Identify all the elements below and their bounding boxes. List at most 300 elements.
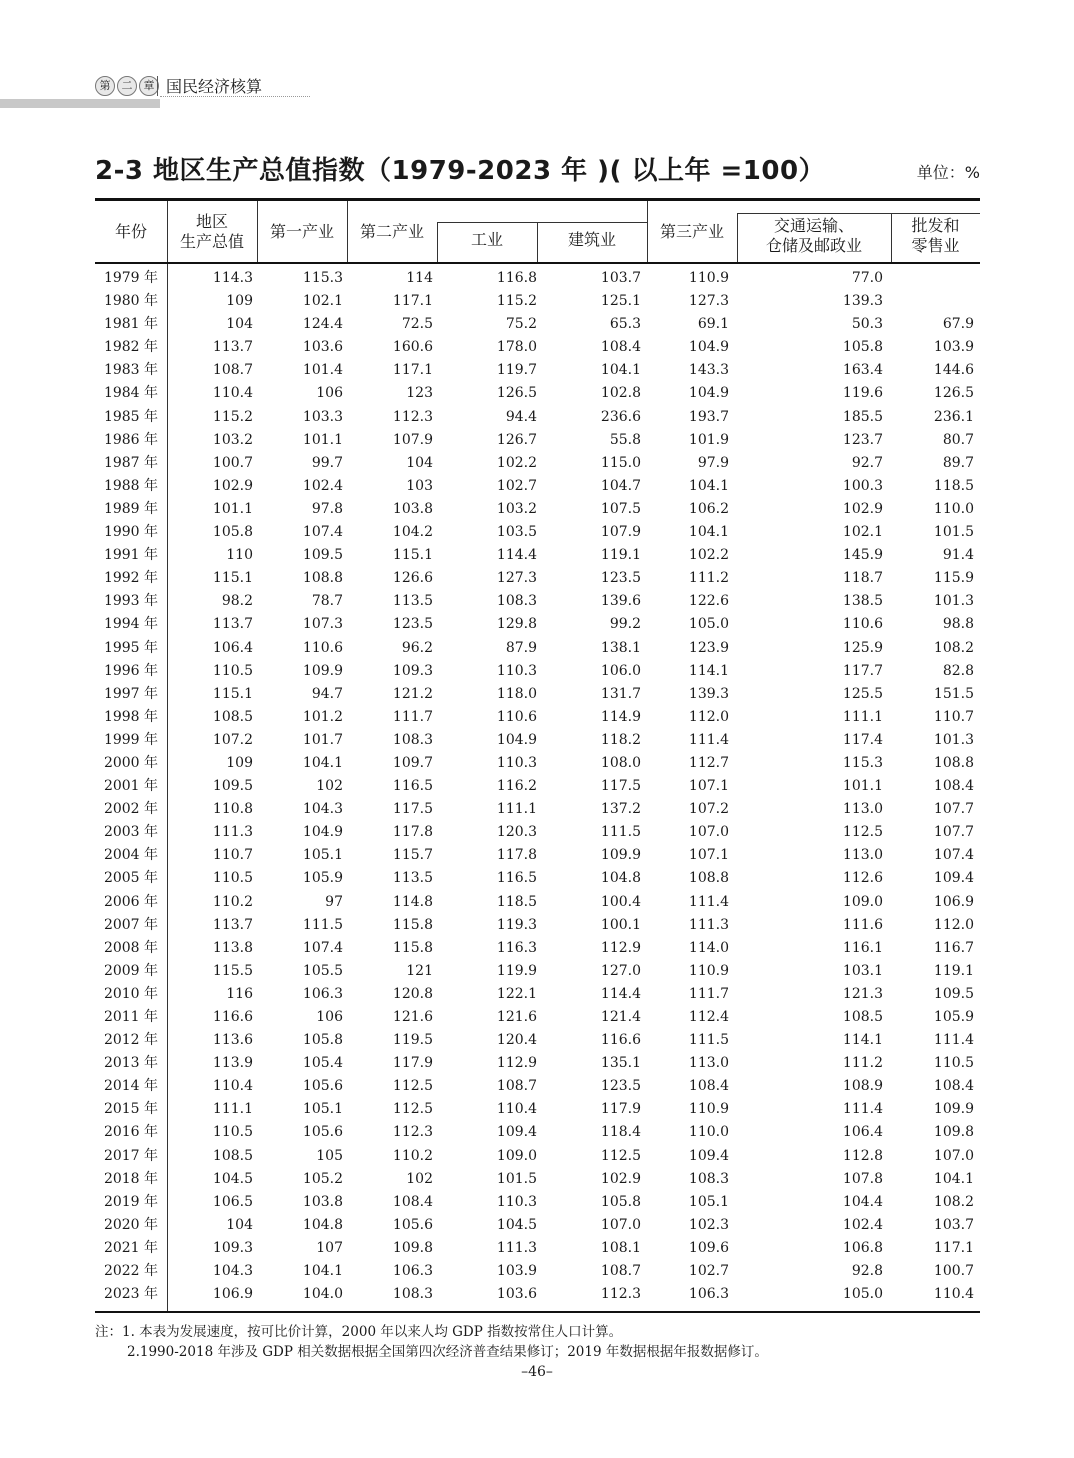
value-cell: 106.9 bbox=[933, 893, 974, 910]
value-cell: 115.3 bbox=[842, 754, 883, 771]
value-cell: 101.3 bbox=[933, 593, 974, 610]
value-cell: 102.3 bbox=[688, 1216, 729, 1233]
value-cell: 109.7 bbox=[392, 754, 433, 771]
value-cell: 125.1 bbox=[600, 293, 641, 310]
value-cell: 104.8 bbox=[302, 1216, 343, 1233]
value-cell: 103.8 bbox=[302, 1193, 343, 1210]
value-cell: 115.1 bbox=[392, 547, 433, 564]
value-cell: 104.3 bbox=[212, 1263, 253, 1280]
table-row bbox=[95, 1260, 978, 1283]
table-row bbox=[95, 336, 978, 359]
value-cell: 104.4 bbox=[842, 1193, 883, 1210]
table-row bbox=[95, 406, 978, 429]
value-cell: 101.5 bbox=[933, 524, 974, 541]
col-header-industry: 工业 bbox=[470, 230, 503, 249]
value-cell: 105.8 bbox=[212, 524, 253, 541]
value-cell: 107.4 bbox=[302, 939, 343, 956]
value-cell: 109.8 bbox=[392, 1239, 433, 1256]
value-cell: 104.1 bbox=[688, 477, 729, 494]
value-cell: 104.5 bbox=[496, 1216, 537, 1233]
value-cell: 103.2 bbox=[212, 431, 253, 448]
table-row bbox=[95, 983, 978, 1006]
year-cell: 1990 年 bbox=[103, 524, 159, 541]
value-cell: 104.1 bbox=[600, 362, 641, 379]
value-cell: 116 bbox=[226, 985, 253, 1002]
value-cell: 121.3 bbox=[842, 985, 883, 1002]
table-row bbox=[95, 1283, 978, 1306]
value-cell: 103.3 bbox=[302, 408, 343, 425]
value-cell: 111.4 bbox=[688, 731, 729, 748]
value-cell: 104.9 bbox=[688, 385, 729, 402]
value-cell: 118.5 bbox=[933, 477, 974, 494]
year-cell: 1983 年 bbox=[103, 362, 159, 379]
value-cell: 101.7 bbox=[302, 731, 343, 748]
year-cell: 1986 年 bbox=[103, 431, 159, 448]
year-cell: 1985 年 bbox=[103, 408, 159, 425]
value-cell: 67.9 bbox=[942, 316, 974, 333]
value-cell: 109.9 bbox=[600, 847, 641, 864]
data-table bbox=[95, 267, 978, 1306]
header-divider bbox=[157, 76, 158, 96]
value-cell: 117.7 bbox=[842, 662, 883, 679]
value-cell: 110.3 bbox=[496, 1193, 537, 1210]
value-cell: 101.2 bbox=[302, 708, 343, 725]
value-cell: 109.8 bbox=[933, 1124, 974, 1141]
col-header-gdp-line: 地区 bbox=[195, 212, 228, 231]
year-cell: 2012 年 bbox=[103, 1032, 159, 1049]
value-cell: 110.0 bbox=[688, 1124, 729, 1141]
value-cell: 110.7 bbox=[933, 708, 974, 725]
value-cell: 193.7 bbox=[688, 408, 729, 425]
value-cell: 117.5 bbox=[392, 801, 433, 818]
value-cell: 113.8 bbox=[212, 939, 253, 956]
value-cell: 106.9 bbox=[212, 1286, 253, 1303]
value-cell: 110.5 bbox=[212, 1124, 253, 1141]
page-number: –46– bbox=[521, 1364, 553, 1380]
value-cell: 104.1 bbox=[302, 1263, 343, 1280]
value-cell: 103.2 bbox=[496, 500, 537, 517]
table-row bbox=[95, 937, 978, 960]
year-cell: 2009 年 bbox=[103, 962, 159, 979]
value-cell: 104.1 bbox=[302, 754, 343, 771]
table-row bbox=[95, 590, 978, 613]
value-cell: 111.5 bbox=[302, 916, 343, 933]
value-cell: 115.9 bbox=[933, 570, 974, 587]
value-cell: 118.4 bbox=[600, 1124, 641, 1141]
value-cell: 99.7 bbox=[311, 454, 343, 471]
value-cell: 143.3 bbox=[688, 362, 729, 379]
value-cell: 124.4 bbox=[302, 316, 343, 333]
value-cell: 111.3 bbox=[496, 1239, 537, 1256]
table-row bbox=[95, 914, 978, 937]
value-cell: 109.0 bbox=[842, 893, 883, 910]
value-cell: 108.8 bbox=[933, 754, 974, 771]
value-cell: 116.6 bbox=[212, 1009, 253, 1025]
data-table-body bbox=[95, 267, 978, 1306]
value-cell: 109.5 bbox=[933, 985, 974, 1002]
value-cell: 102 bbox=[316, 778, 343, 795]
value-cell: 110.8 bbox=[212, 801, 253, 818]
value-cell: 144.6 bbox=[933, 362, 974, 379]
value-cell: 109.3 bbox=[392, 662, 433, 679]
year-cell: 1997 年 bbox=[103, 685, 159, 702]
value-cell: 108.1 bbox=[600, 1239, 641, 1256]
value-cell: 109 bbox=[226, 293, 253, 310]
header-vline bbox=[647, 201, 648, 262]
value-cell: 121.6 bbox=[496, 1009, 537, 1025]
value-cell: 114.1 bbox=[842, 1032, 883, 1049]
value-cell: 110.9 bbox=[688, 1101, 729, 1118]
value-cell: 101.1 bbox=[842, 778, 883, 795]
header-vline bbox=[347, 201, 348, 262]
col-header-transport-line: 交通运输、 bbox=[773, 216, 854, 235]
value-cell: 236.6 bbox=[600, 408, 641, 425]
table-row bbox=[95, 1214, 978, 1237]
year-cell: 1987 年 bbox=[103, 454, 159, 471]
value-cell: 113.9 bbox=[212, 1055, 253, 1072]
value-cell: 102.9 bbox=[842, 500, 883, 517]
value-cell: 100.3 bbox=[842, 477, 883, 494]
year-cell: 2006 年 bbox=[103, 893, 159, 910]
value-cell: 110.2 bbox=[392, 1147, 433, 1164]
value-cell: 151.5 bbox=[933, 685, 974, 702]
col-header-gdp-line: 生产总值 bbox=[179, 232, 244, 251]
value-cell: 106.3 bbox=[688, 1286, 729, 1303]
value-cell: 110.5 bbox=[212, 870, 253, 887]
value-cell: 110.7 bbox=[212, 847, 253, 864]
value-cell: 107.2 bbox=[688, 801, 729, 818]
value-cell: 111.2 bbox=[842, 1055, 883, 1072]
value-cell: 108.3 bbox=[688, 1170, 729, 1187]
chapter-badge bbox=[95, 76, 159, 96]
value-cell: 98.8 bbox=[942, 616, 974, 633]
value-cell: 87.9 bbox=[505, 639, 537, 656]
table-row bbox=[95, 891, 978, 914]
header-bar bbox=[0, 99, 160, 108]
value-cell: 94.7 bbox=[311, 685, 343, 702]
value-cell: 109.4 bbox=[496, 1124, 537, 1141]
value-cell: 138.1 bbox=[600, 639, 641, 656]
table-title-row bbox=[95, 150, 980, 194]
value-cell: 102.9 bbox=[600, 1170, 641, 1187]
value-cell: 139.6 bbox=[600, 593, 641, 610]
table-row bbox=[95, 452, 978, 475]
value-cell: 96.2 bbox=[401, 639, 433, 656]
col-header-year: 年份 bbox=[114, 222, 147, 241]
col-header-transport-line: 仓储及邮政业 bbox=[765, 236, 862, 255]
value-cell: 106.4 bbox=[212, 639, 253, 656]
value-cell: 108.4 bbox=[933, 778, 974, 795]
table-row bbox=[95, 798, 978, 821]
value-cell: 107.4 bbox=[302, 524, 343, 541]
header-vline bbox=[437, 222, 438, 262]
value-cell: 114.3 bbox=[212, 270, 253, 286]
value-cell: 106.5 bbox=[212, 1193, 253, 1210]
year-cell: 2008 年 bbox=[103, 939, 159, 956]
value-cell: 109.6 bbox=[688, 1239, 729, 1256]
value-cell: 145.9 bbox=[842, 547, 883, 564]
value-cell: 114 bbox=[406, 270, 433, 286]
value-cell: 103.8 bbox=[392, 500, 433, 517]
value-cell: 107.1 bbox=[688, 847, 729, 864]
value-cell: 107.4 bbox=[933, 847, 974, 864]
value-cell: 106.2 bbox=[688, 500, 729, 517]
value-cell: 126.5 bbox=[933, 385, 974, 402]
table-row bbox=[95, 867, 978, 890]
value-cell: 127.0 bbox=[600, 962, 641, 979]
value-cell: 113.5 bbox=[392, 593, 433, 610]
value-cell: 123 bbox=[406, 385, 433, 402]
table-row bbox=[95, 567, 978, 590]
value-cell: 104.5 bbox=[212, 1170, 253, 1187]
value-cell: 123.9 bbox=[688, 639, 729, 656]
value-cell: 123.5 bbox=[392, 616, 433, 633]
value-cell: 112.5 bbox=[600, 1147, 641, 1164]
value-cell: 108.3 bbox=[392, 731, 433, 748]
value-cell: 92.7 bbox=[851, 454, 883, 471]
value-cell: 114.1 bbox=[688, 662, 729, 679]
table-row bbox=[95, 1006, 978, 1029]
value-cell: 104.7 bbox=[600, 477, 641, 494]
value-cell: 111.2 bbox=[688, 570, 729, 587]
table-title: 2-3 地区生产总值指数（1979-2023 年 )( 以上年 =100） bbox=[95, 156, 826, 186]
table-row bbox=[95, 475, 978, 498]
value-cell: 112.6 bbox=[842, 870, 883, 887]
value-cell: 111.1 bbox=[496, 801, 537, 818]
value-cell: 125.9 bbox=[842, 639, 883, 656]
header-subrule bbox=[737, 213, 980, 214]
value-cell: 105.1 bbox=[302, 1101, 343, 1118]
value-cell: 112.3 bbox=[392, 1124, 433, 1141]
table-row bbox=[95, 821, 978, 844]
value-cell: 113.0 bbox=[842, 801, 883, 818]
value-cell: 112.4 bbox=[688, 1009, 729, 1025]
year-cell: 2020 年 bbox=[103, 1216, 159, 1233]
value-cell: 126.5 bbox=[496, 385, 537, 402]
value-cell: 112.5 bbox=[392, 1101, 433, 1118]
value-cell: 104.1 bbox=[933, 1170, 974, 1187]
value-cell: 99.2 bbox=[609, 616, 641, 633]
year-cell: 1979 年 bbox=[103, 270, 159, 286]
value-cell: 163.4 bbox=[842, 362, 883, 379]
table-header-rule bbox=[95, 262, 980, 264]
value-cell: 110.4 bbox=[212, 385, 253, 402]
value-cell: 236.1 bbox=[933, 408, 974, 425]
value-cell: 104 bbox=[226, 316, 253, 333]
header-vline bbox=[737, 213, 738, 262]
value-cell: 102.7 bbox=[496, 477, 537, 494]
value-cell: 135.1 bbox=[600, 1055, 641, 1072]
value-cell: 109.4 bbox=[688, 1147, 729, 1164]
value-cell: 105.0 bbox=[688, 616, 729, 633]
value-cell: 102.4 bbox=[842, 1216, 883, 1233]
value-cell: 123.5 bbox=[600, 1078, 641, 1095]
value-cell: 101.3 bbox=[933, 731, 974, 748]
value-cell: 116.5 bbox=[496, 870, 537, 887]
value-cell: 69.1 bbox=[697, 316, 729, 333]
value-cell: 112.5 bbox=[842, 824, 883, 841]
table-row bbox=[95, 313, 978, 336]
value-cell: 108.8 bbox=[688, 870, 729, 887]
value-cell: 75.2 bbox=[505, 316, 537, 333]
header-dotted-rule bbox=[160, 96, 310, 97]
col-header-secondary: 第二产业 bbox=[359, 222, 424, 241]
value-cell: 106.8 bbox=[842, 1239, 883, 1256]
value-cell: 97.8 bbox=[311, 500, 343, 517]
year-cell: 1991 年 bbox=[103, 547, 159, 564]
value-cell: 112.5 bbox=[392, 1078, 433, 1095]
value-cell: 111.3 bbox=[688, 916, 729, 933]
col-header-wholesale-line: 批发和 bbox=[911, 216, 960, 235]
value-cell: 111.7 bbox=[392, 708, 433, 725]
value-cell: 108.4 bbox=[688, 1078, 729, 1095]
value-cell: 97.9 bbox=[697, 454, 729, 471]
value-cell: 103.7 bbox=[600, 270, 641, 286]
year-cell: 2005 年 bbox=[103, 870, 159, 887]
value-cell: 108.7 bbox=[212, 362, 253, 379]
value-cell: 131.7 bbox=[600, 685, 641, 702]
value-cell: 105.8 bbox=[842, 339, 883, 356]
value-cell: 117.4 bbox=[842, 731, 883, 748]
value-cell: 109.9 bbox=[302, 662, 343, 679]
value-cell: 112.3 bbox=[392, 408, 433, 425]
value-cell: 115.1 bbox=[212, 570, 253, 587]
year-cell: 2015 年 bbox=[103, 1101, 159, 1118]
value-cell: 139.3 bbox=[688, 685, 729, 702]
table-row bbox=[95, 1145, 978, 1168]
value-cell: 115.0 bbox=[600, 454, 641, 471]
footnote: 注：1. 本表为发展速度，按可比价计算，2000 年以来人均 GDP 指数按常住人口计算。 bbox=[95, 1324, 623, 1340]
value-cell: 119.7 bbox=[496, 362, 537, 379]
value-cell: 120.4 bbox=[496, 1032, 537, 1049]
year-cell: 1982 年 bbox=[103, 339, 159, 356]
table-row bbox=[95, 844, 978, 867]
value-cell: 118.7 bbox=[842, 570, 883, 587]
value-cell: 100.7 bbox=[933, 1263, 974, 1280]
value-cell: 110.6 bbox=[842, 616, 883, 633]
value-cell: 105.2 bbox=[302, 1170, 343, 1187]
value-cell: 108.5 bbox=[212, 1147, 253, 1164]
value-cell: 120.8 bbox=[392, 985, 433, 1002]
year-cell: 2017 年 bbox=[103, 1147, 159, 1164]
value-cell: 102.1 bbox=[302, 293, 343, 310]
value-cell: 114.8 bbox=[392, 893, 433, 910]
unit-label: 单位：% bbox=[916, 163, 980, 182]
value-cell: 102 bbox=[406, 1170, 433, 1187]
value-cell: 108.4 bbox=[933, 1078, 974, 1095]
value-cell: 107.0 bbox=[933, 1147, 974, 1164]
value-cell: 107.7 bbox=[933, 801, 974, 818]
table-row bbox=[95, 1121, 978, 1144]
value-cell: 113.7 bbox=[212, 916, 253, 933]
table-row bbox=[95, 752, 978, 775]
value-cell: 113.5 bbox=[392, 870, 433, 887]
value-cell: 112.9 bbox=[496, 1055, 537, 1072]
footnote: 2.1990-2018 年涉及 GDP 相关数据根据全国第四次经济普查结果修订；2019 年数据根据年报数据修订。 bbox=[127, 1344, 768, 1360]
value-cell: 105.8 bbox=[600, 1193, 641, 1210]
value-cell: 105.9 bbox=[302, 870, 343, 887]
value-cell: 102.9 bbox=[212, 477, 253, 494]
value-cell: 115.8 bbox=[392, 916, 433, 933]
table-row bbox=[95, 1191, 978, 1214]
col-header-transport bbox=[737, 216, 891, 256]
table-row bbox=[95, 729, 978, 752]
value-cell: 111.4 bbox=[688, 893, 729, 910]
value-cell: 127.3 bbox=[688, 293, 729, 310]
header-vline bbox=[537, 222, 538, 262]
header-vline bbox=[257, 201, 258, 262]
value-cell: 102.8 bbox=[600, 385, 641, 402]
value-cell: 104 bbox=[226, 1216, 253, 1233]
value-cell: 102.7 bbox=[688, 1263, 729, 1280]
value-cell: 110.4 bbox=[933, 1286, 974, 1303]
value-cell: 113.7 bbox=[212, 616, 253, 633]
value-cell: 110.2 bbox=[212, 893, 253, 910]
header-vline bbox=[891, 213, 892, 262]
value-cell: 104.9 bbox=[302, 824, 343, 841]
value-cell: 107.7 bbox=[933, 824, 974, 841]
table-row bbox=[95, 683, 978, 706]
value-cell bbox=[887, 267, 978, 290]
value-cell: 125.5 bbox=[842, 685, 883, 702]
value-cell: 111.1 bbox=[212, 1101, 253, 1118]
value-cell: 97 bbox=[325, 893, 343, 910]
value-cell: 107.8 bbox=[842, 1170, 883, 1187]
col-header-construction: 建筑业 bbox=[567, 230, 616, 249]
value-cell: 91.4 bbox=[942, 547, 974, 564]
value-cell: 108.2 bbox=[933, 1193, 974, 1210]
year-cell: 1994 年 bbox=[103, 616, 159, 633]
value-cell: 126.7 bbox=[496, 431, 537, 448]
value-cell: 105.0 bbox=[842, 1286, 883, 1303]
value-cell: 111.4 bbox=[842, 1101, 883, 1118]
value-cell: 106.0 bbox=[600, 662, 641, 679]
value-cell: 106 bbox=[316, 385, 343, 402]
value-cell: 104 bbox=[406, 454, 433, 471]
value-cell: 116.7 bbox=[933, 939, 974, 956]
footnotes bbox=[95, 1322, 768, 1362]
year-cell: 2019 年 bbox=[103, 1193, 159, 1210]
value-cell: 112.0 bbox=[933, 916, 974, 933]
value-cell: 112.7 bbox=[688, 754, 729, 771]
value-cell: 127.3 bbox=[496, 570, 537, 587]
value-cell: 111.4 bbox=[933, 1032, 974, 1049]
value-cell: 108.7 bbox=[496, 1078, 537, 1095]
value-cell: 110.3 bbox=[496, 662, 537, 679]
table-row bbox=[95, 544, 978, 567]
year-cell: 2011 年 bbox=[103, 1009, 159, 1025]
table-row bbox=[95, 267, 978, 290]
year-cell: 1989 年 bbox=[103, 500, 159, 517]
value-cell: 112.8 bbox=[842, 1147, 883, 1164]
table-row bbox=[95, 1029, 978, 1052]
year-cell: 2021 年 bbox=[103, 1239, 159, 1256]
value-cell: 110.4 bbox=[212, 1078, 253, 1095]
year-cell: 2023 年 bbox=[103, 1286, 159, 1303]
value-cell: 117.9 bbox=[600, 1101, 641, 1118]
value-cell: 119.1 bbox=[600, 547, 641, 564]
value-cell: 111.3 bbox=[212, 824, 253, 841]
value-cell: 78.7 bbox=[311, 593, 343, 610]
value-cell: 115.8 bbox=[392, 939, 433, 956]
value-cell: 104.1 bbox=[688, 524, 729, 541]
value-cell: 108.2 bbox=[933, 639, 974, 656]
value-cell: 108.0 bbox=[600, 754, 641, 771]
table-bottom-rule bbox=[95, 1311, 980, 1313]
value-cell: 105.6 bbox=[302, 1078, 343, 1095]
year-cell: 2022 年 bbox=[103, 1263, 159, 1280]
col-header-wholesale-line: 零售业 bbox=[911, 236, 960, 255]
